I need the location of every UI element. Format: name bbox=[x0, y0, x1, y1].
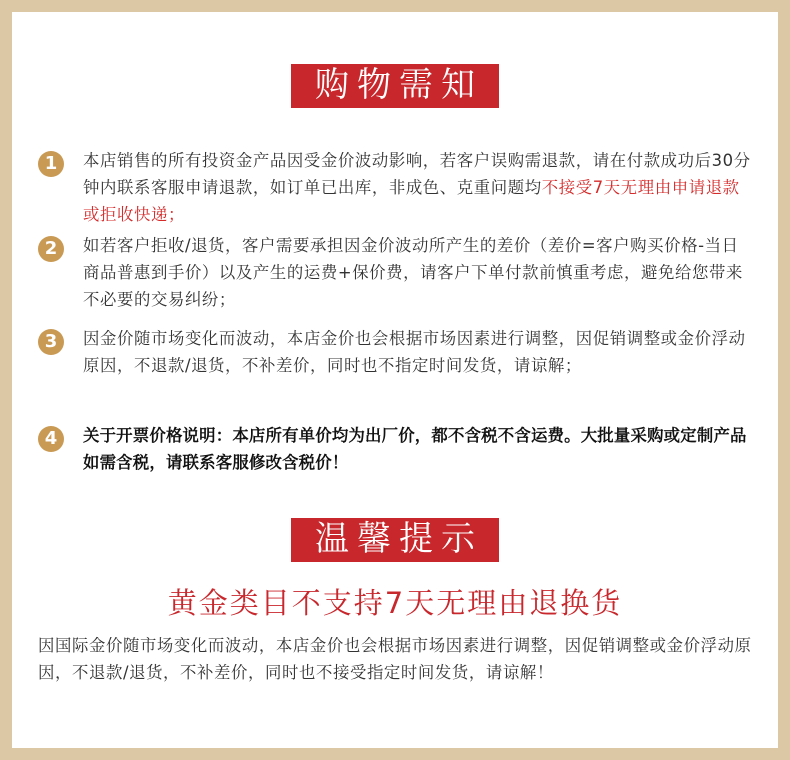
notice-card bbox=[12, 12, 778, 748]
notice-item-1 bbox=[38, 147, 753, 228]
warm-tips-banner: 温馨提示 bbox=[291, 518, 499, 562]
notice-item-2-text: 如若客户拒收/退货，客户需要承担因金价波动所产生的差价（差价=客户购买价格-当日商品普惠到手价）以及产生的运费+保价费，请客户下单付款前慎重考虑，避免给您带来不必要的交易纠纷； bbox=[83, 236, 743, 309]
shopping-notice-banner: 购物需知 bbox=[291, 64, 499, 108]
notice-item-2 bbox=[38, 232, 753, 313]
number-badge-2: 2 bbox=[38, 236, 64, 262]
notice-item-3 bbox=[38, 325, 753, 379]
notice-item-1-text bbox=[83, 147, 753, 228]
footer-text: 因国际金价随市场变化而波动，本店金价也会根据市场因素进行调整，因促销调整或金价浮动原因，不退款/退货，不补差价，同时也不接受指定时间发货，请谅解！ bbox=[38, 636, 752, 682]
number-badge-4: 4 bbox=[38, 426, 64, 452]
notice-item-1-body: 本店销售的所有投资金产品因受金价波动影响，若客户误购需退款，请在付款成功后30分钟内联系客服申请退款，如订单已出库，非成色、克重问题均 bbox=[83, 151, 751, 197]
number-badge-1: 1 bbox=[38, 151, 64, 177]
number-badge-3: 3 bbox=[38, 329, 64, 355]
no-return-headline: 黄金类目不支持7天无理由退换货 bbox=[167, 586, 623, 620]
notice-item-3-text: 因金价随市场变化而波动，本店金价也会根据市场因素进行调整，因促销调整或金价浮动原因，不退款/退货，不补差价，同时也不指定时间发货，请谅解； bbox=[83, 329, 746, 375]
notice-item-4-text: 关于开票价格说明：本店所有单价均为出厂价，都不含税不含运费。大批量采购或定制产品如需含税，请联系客服修改含税价！ bbox=[83, 426, 747, 472]
notice-item-4 bbox=[38, 422, 753, 476]
notice-item-1-highlight: 不接受7天无理由申请退款或拒收快递； bbox=[83, 178, 740, 224]
